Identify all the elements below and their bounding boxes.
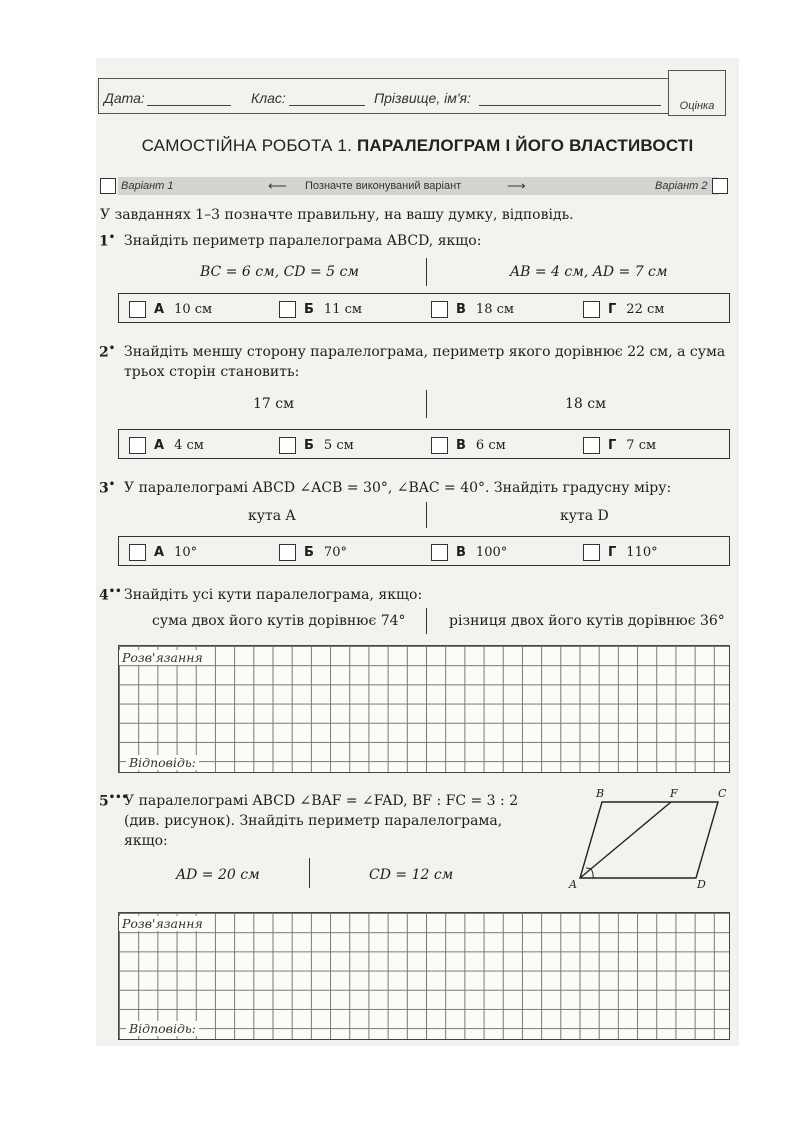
q3-text: У паралелограмі ABCD ∠ACB = 30°, ∠BAC = 40°. Знайдіть градусну міру: bbox=[124, 480, 672, 496]
option-value: 10 см bbox=[174, 301, 213, 317]
label-f: F bbox=[670, 787, 678, 800]
label-c: C bbox=[718, 787, 727, 800]
checkbox[interactable] bbox=[279, 437, 296, 454]
option-value: 4 см bbox=[174, 437, 204, 453]
q5-right-condition: CD = 12 см bbox=[369, 867, 454, 883]
parallelogram-figure bbox=[566, 784, 736, 892]
q1-left-condition: BC = 6 см, CD = 5 см bbox=[200, 264, 359, 280]
q5-text-line2: (див. рисунок). Знайдіть периметр паралелограма, bbox=[124, 813, 503, 829]
q3-right-condition: кута D bbox=[560, 508, 609, 524]
date-label: Дата: bbox=[104, 90, 145, 106]
name-label: Прізвище, ім'я: bbox=[374, 90, 471, 106]
q2-option-g[interactable] bbox=[583, 430, 656, 460]
q2-option-v[interactable] bbox=[431, 430, 506, 460]
option-letter: Б bbox=[304, 301, 314, 317]
option-value: 110° bbox=[626, 544, 658, 560]
q5-solution-label: Розв'язання bbox=[119, 916, 206, 931]
option-value: 18 см bbox=[475, 301, 514, 317]
option-letter: А bbox=[154, 544, 165, 560]
parallelogram-outline bbox=[580, 802, 718, 878]
q4-solution-grid[interactable] bbox=[118, 645, 730, 773]
q1-option-v[interactable] bbox=[431, 294, 514, 324]
q2-number bbox=[99, 343, 115, 361]
date-field[interactable] bbox=[147, 105, 231, 106]
option-value: 100° bbox=[475, 544, 508, 560]
q2-option-b[interactable] bbox=[279, 430, 354, 460]
arrow-left-icon: ⟵ bbox=[268, 178, 287, 193]
option-letter: А bbox=[154, 437, 165, 453]
intro-text: У завданнях 1–3 позначте правильну, на вашу думку, відповідь. bbox=[100, 207, 574, 223]
grade-label: Оцінка bbox=[679, 100, 715, 112]
q3-option-a[interactable] bbox=[129, 537, 197, 567]
checkbox[interactable] bbox=[431, 301, 448, 318]
angle-arc-fad bbox=[591, 869, 593, 878]
label-d: D bbox=[697, 878, 706, 891]
q3-divider bbox=[426, 502, 427, 528]
q5-solution-grid[interactable] bbox=[118, 912, 730, 1040]
option-letter: В bbox=[456, 301, 466, 317]
checkbox[interactable] bbox=[129, 544, 146, 561]
q1-right-condition: AB = 4 см, AD = 7 см bbox=[510, 264, 668, 280]
option-letter: Г bbox=[608, 544, 617, 560]
q3-mark: • bbox=[108, 479, 116, 490]
q4-num: 4 bbox=[99, 587, 109, 604]
q5-divider bbox=[309, 858, 310, 888]
q1-option-a[interactable] bbox=[129, 294, 212, 324]
q4-text: Знайдіть усі кути паралелограма, якщо: bbox=[124, 587, 423, 603]
checkbox[interactable] bbox=[431, 437, 448, 454]
q1-option-g[interactable] bbox=[583, 294, 664, 324]
q3-option-v[interactable] bbox=[431, 537, 507, 567]
checkbox[interactable] bbox=[129, 301, 146, 318]
q2-option-a[interactable] bbox=[129, 430, 204, 460]
q3-options bbox=[118, 536, 730, 566]
variant2-label: Варіант 2 bbox=[655, 180, 708, 192]
q5-left-condition: AD = 20 см bbox=[176, 867, 260, 883]
option-letter: А bbox=[154, 301, 165, 317]
checkbox[interactable] bbox=[279, 544, 296, 561]
title-prefix: САМОСТІЙНА РОБОТА 1. bbox=[141, 136, 353, 155]
q1-num: 1 bbox=[99, 233, 109, 250]
q3-option-g[interactable] bbox=[583, 537, 658, 567]
q4-solution-label: Розв'язання bbox=[119, 650, 206, 665]
checkbox[interactable] bbox=[583, 301, 600, 318]
option-value: 7 см bbox=[626, 437, 657, 453]
variant2-checkbox[interactable] bbox=[712, 178, 728, 194]
q2-text-line2: трьох сторін становить: bbox=[124, 364, 300, 380]
label-b: B bbox=[596, 787, 605, 800]
variant1-label: Варіант 1 bbox=[121, 180, 174, 192]
checkbox[interactable] bbox=[129, 437, 146, 454]
class-label: Клас: bbox=[251, 90, 286, 106]
page-title bbox=[96, 136, 739, 156]
q2-mark: • bbox=[108, 343, 116, 354]
option-value: 22 см bbox=[626, 301, 665, 317]
q4-right-condition: різниця двох його кутів дорівнює 36° bbox=[449, 613, 725, 629]
option-letter: В bbox=[456, 544, 466, 560]
q2-options bbox=[118, 429, 730, 459]
q2-divider bbox=[426, 390, 427, 418]
q4-divider bbox=[426, 608, 427, 634]
q2-left-condition: 17 см bbox=[253, 396, 294, 412]
name-field[interactable] bbox=[479, 105, 661, 106]
title-main: ПАРАЛЕЛОГРАМ І ЙОГО ВЛАСТИВОСТІ bbox=[356, 136, 694, 155]
q2-num: 2 bbox=[99, 344, 109, 361]
q4-number bbox=[99, 586, 122, 604]
q4-mark: •• bbox=[108, 586, 122, 597]
q5-mark: ••• bbox=[108, 792, 128, 803]
option-letter: Б bbox=[304, 544, 314, 560]
option-value: 10° bbox=[174, 544, 198, 560]
q3-number bbox=[99, 479, 115, 497]
q2-right-condition: 18 см bbox=[565, 396, 606, 412]
q3-left-condition: кута A bbox=[248, 508, 296, 524]
option-letter: Б bbox=[304, 437, 314, 453]
q5-text-line1: У паралелограмі ABCD ∠BAF = ∠FAD, BF : FC = 3 : 2 bbox=[124, 793, 519, 809]
q5-answer-label: Відповідь: bbox=[126, 1021, 199, 1036]
class-field[interactable] bbox=[289, 105, 365, 106]
q1-number bbox=[99, 232, 115, 250]
option-value: 70° bbox=[323, 544, 347, 560]
q3-num: 3 bbox=[99, 480, 109, 497]
option-letter: В bbox=[456, 437, 466, 453]
option-value: 5 см bbox=[323, 437, 354, 453]
checkbox[interactable] bbox=[279, 301, 296, 318]
option-letter: Г bbox=[608, 437, 617, 453]
q4-answer-label: Відповідь: bbox=[126, 755, 199, 770]
bisector-line bbox=[580, 802, 671, 878]
q1-text: Знайдіть периметр паралелограма ABCD, якщо: bbox=[124, 233, 482, 249]
variant1-checkbox[interactable] bbox=[100, 178, 116, 194]
option-letter: Г bbox=[608, 301, 617, 317]
checkbox[interactable] bbox=[431, 544, 448, 561]
q5-num: 5 bbox=[99, 793, 109, 810]
q1-options bbox=[118, 293, 730, 323]
checkbox[interactable] bbox=[583, 544, 600, 561]
checkbox[interactable] bbox=[583, 437, 600, 454]
arrow-right-icon: ⟶ bbox=[507, 178, 526, 193]
q3-option-b[interactable] bbox=[279, 537, 347, 567]
q2-text-line1: Знайдіть меншу сторону паралелограма, периметр якого дорівнює 22 см, а сума bbox=[124, 344, 726, 360]
q1-divider bbox=[426, 258, 427, 286]
option-value: 11 см bbox=[323, 301, 362, 317]
q1-mark: • bbox=[108, 232, 116, 243]
variant-instruction: Позначте виконуваний варіант bbox=[305, 180, 462, 192]
q5-text-line3: якщо: bbox=[124, 833, 168, 849]
label-a: A bbox=[569, 878, 577, 891]
q4-left-condition: сума двох його кутів дорівнює 74° bbox=[152, 613, 406, 629]
angle-arc-baf bbox=[586, 868, 591, 869]
q1-option-b[interactable] bbox=[279, 294, 362, 324]
option-value: 6 см bbox=[475, 437, 506, 453]
